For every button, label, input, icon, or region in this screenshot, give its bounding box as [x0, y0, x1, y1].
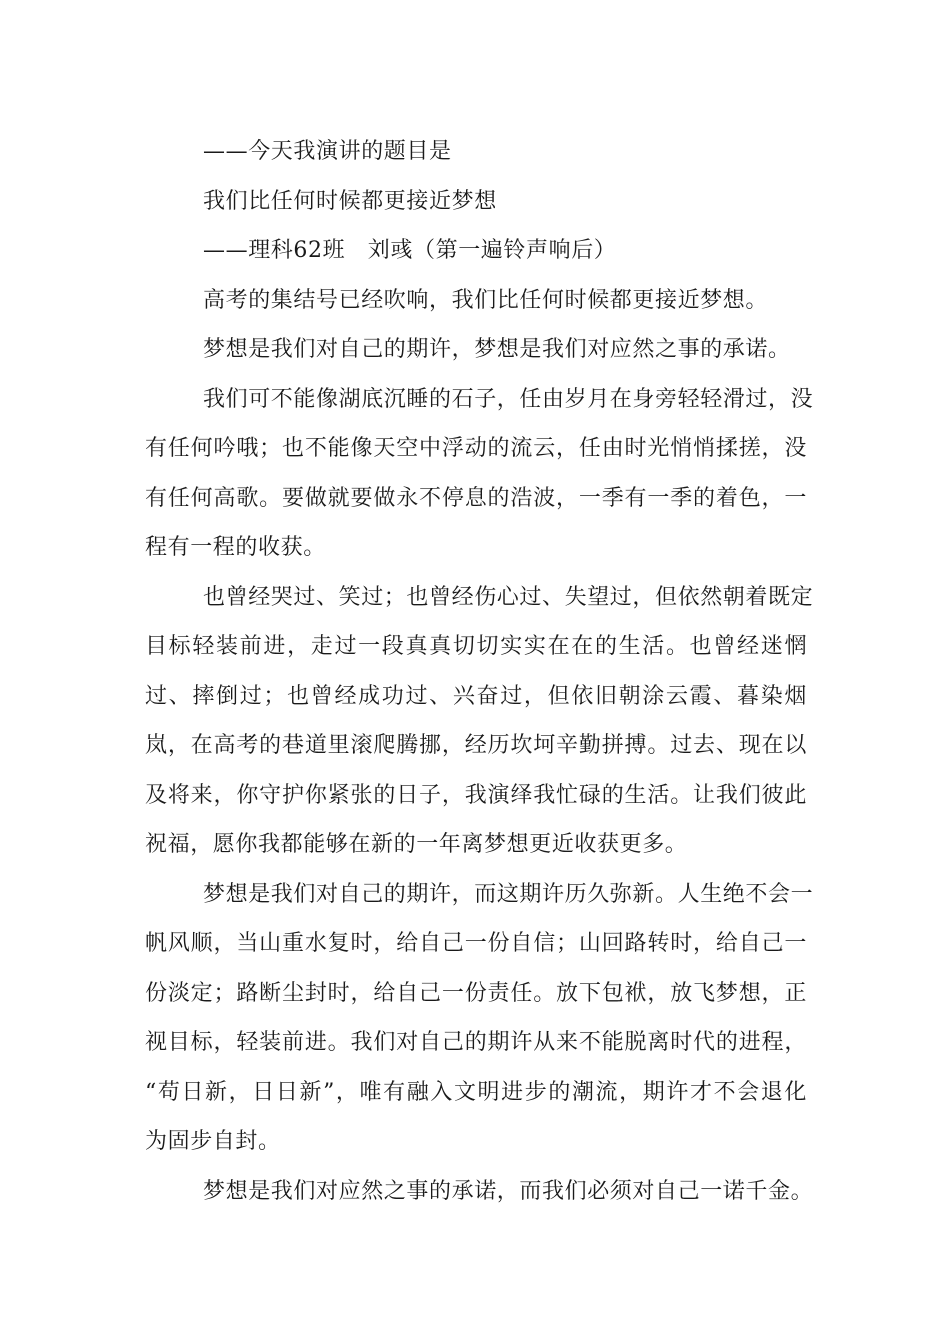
paragraph-line: 岚，在高考的巷道里滚爬腾挪，经历坎坷辛勤拼搏。过去、现在以: [145, 733, 807, 758]
paragraph-line: 祝福，愿你我都能够在新的一年离梦想更近收获更多。: [145, 832, 688, 857]
paragraph-line: 视目标，轻装前进。我们对自己的期许从来不能脱离时代的进程，: [145, 1030, 807, 1055]
paragraph-line: 程有一程的收获。: [145, 535, 326, 560]
paragraph-line: 份淡定；路断尘封时，给自己一份责任。放下包袱，放飞梦想，正: [145, 980, 807, 1006]
paragraph: [145, 276, 807, 326]
paragraph-line: 也曾经哭过、笑过；也曾经伤心过、失望过，但依然朝着既定: [203, 584, 814, 610]
paragraph-line: 我们可不能像湖底沉睡的石子，任由岁月在身旁轻轻滑过，没: [203, 386, 814, 412]
speech-title: 我们比任何时候都更接近梦想: [203, 188, 497, 214]
paragraph-line: “苟日新，日日新”，唯有融入文明进步的潮流，期许才不会退化: [145, 1079, 807, 1105]
paragraph-line: 目标轻装前进，走过一段真真切切实实在在的生活。也曾经迷惘: [145, 634, 807, 659]
paragraph-line: 有任何吟哦；也不能像天空中浮动的流云，任由时光悄悄揉搓，没: [145, 436, 807, 461]
paragraph-line: 梦想是我们对自己的期许，而这期许历久弥新。人生绝不会一: [203, 881, 814, 907]
paragraph-line: 有任何高歌。要做就要做永不停息的浩波，一季有一季的着色，一: [145, 485, 807, 511]
paragraph-line: 梦想是我们对自己的期许，梦想是我们对应然之事的承诺。: [203, 337, 791, 362]
paragraph-line: 高考的集结号已经吹响，我们比任何时候都更接近梦想。: [203, 287, 769, 313]
paragraph-line: 过、摔倒过；也曾经成功过、兴奋过，但依旧朝涂云霞、暮染烟: [145, 683, 807, 709]
paragraph-line: 帆风顺，当山重水复时，给自己一份自信；山回路转时，给自己一: [145, 931, 807, 956]
byline: ——理科62班 刘彧（第一遍铃声响后）: [203, 238, 617, 263]
paragraph: [145, 573, 814, 870]
paragraph: [145, 870, 814, 1167]
paragraph-line: 及将来，你守护你紧张的日子，我演绎我忙碌的生活。让我们彼此: [145, 782, 807, 808]
paragraph-line: 为固步自封。: [145, 1129, 281, 1154]
intro-line: ——今天我演讲的题目是: [203, 139, 452, 164]
paragraph-line: 梦想是我们对应然之事的承诺，而我们必须对自己一诺千金。: [203, 1178, 814, 1204]
paragraph: [145, 375, 814, 573]
document-body: [145, 127, 814, 1216]
paragraph: [145, 325, 807, 375]
paragraph: [145, 1167, 814, 1217]
